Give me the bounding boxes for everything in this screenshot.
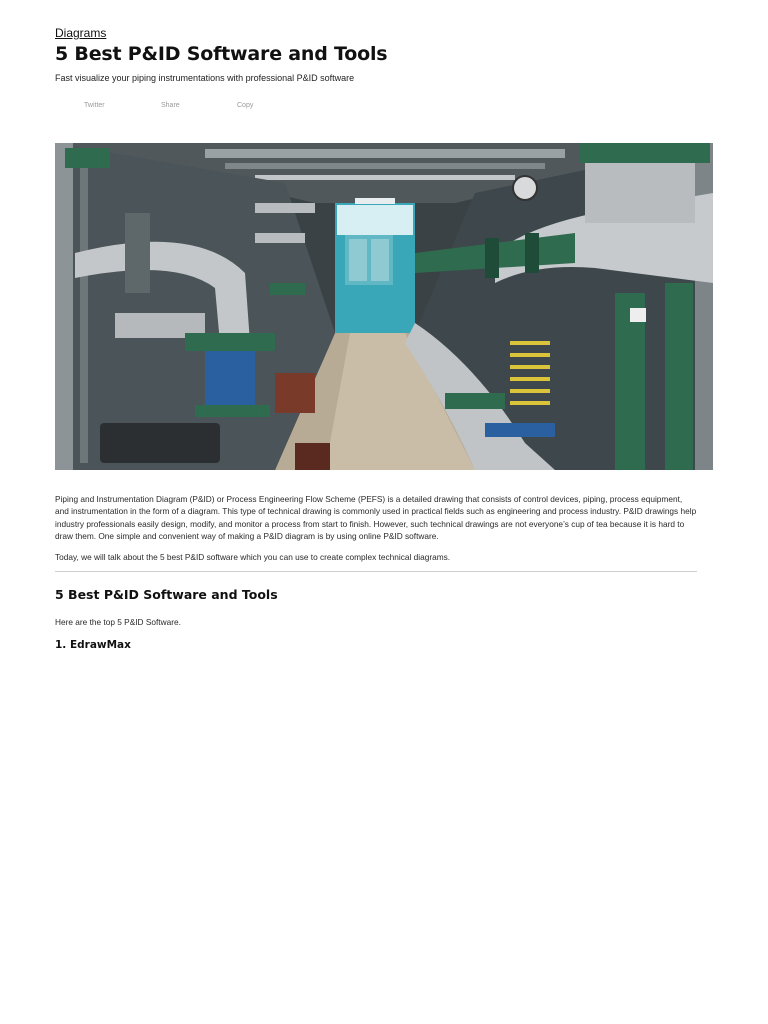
intro-paragraph: Piping and Instrumentation Diagram (P&ID) or Process Engineering Flow Scheme (PEFS) is a detailed drawing that consists of control devices, piping, process equipment, and instrumentation in the form of a diagram. This type of technical drawing is commonly used in practical fields such as engineering and process industry. P&ID drawings help industry professionals easily design, modify, and monitor a process from start to finish. However, such technical drawings are not everyone’s cup of tea because it is hard to draw them. One simple and convenient way of making a P&ID diagram is by using online P&ID software.	[55, 494, 697, 541]
intro-paragraph-2: Today, we will talk about the 5 best P&ID software which you can use to create complex technical diagrams.	[55, 552, 451, 562]
breadcrumb-link-diagrams[interactable]: Diagrams	[55, 26, 107, 40]
industrial-piping-photo-icon	[55, 143, 713, 470]
share-link[interactable]: Share	[161, 102, 180, 109]
share-bar	[55, 102, 315, 114]
item-heading-edrawmax: 1. EdrawMax	[55, 639, 131, 651]
copy-link[interactable]: Copy	[237, 102, 254, 109]
section-heading: 5 Best P&ID Software and Tools	[55, 587, 278, 602]
section-divider	[55, 571, 697, 572]
page-title: 5 Best P&ID Software and Tools	[55, 43, 388, 65]
page-subtitle: Fast visualize your piping instrumentations with professional P&ID software	[55, 73, 355, 83]
section-intro: Here are the top 5 P&ID Software.	[55, 617, 181, 627]
hero-image	[55, 143, 713, 470]
share-twitter-link[interactable]: Twitter	[84, 102, 105, 109]
